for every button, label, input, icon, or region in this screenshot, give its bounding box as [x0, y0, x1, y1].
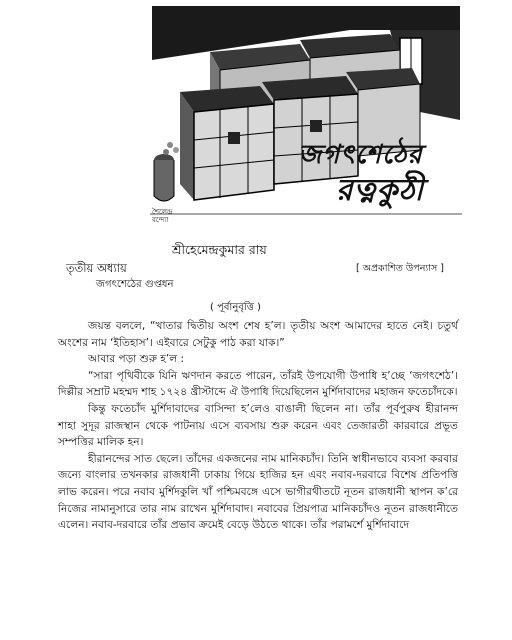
chapter-heading: তৃতীয় অধ্যায় — [66, 261, 127, 275]
paragraph-3: “সারা পৃথিবীকে যিনি ঋণদান করতে পারেন, তাঁরই উপযোগী উপাধি হ’চ্ছে ‘জগৎশেঠ’। দিল্লীর সম্রাট মহম্মদ শাহ ১৭২৪ খ্রীস্টাব্দে ঐ উপাধি দিয়েছিলেন মুর্শিদাবাদের মহাজন ফতেচাঁদকে। — [58, 369, 458, 399]
story-body — [58, 318, 458, 534]
chapter-subtitle: জগৎশেঠের গুপ্তধন — [96, 279, 174, 290]
story-title-art — [290, 132, 460, 212]
title-line-2: রত্নকুঠী — [336, 173, 425, 208]
paragraph-4: কিন্তু ফতেচাঁদ মুর্শিদাবাদের বাসিন্দা হ’লেও বাঙালী ছিলেন না। তাঁর পূর্বপুরুষ হীরানন্দ শাহা সুদূর রাজস্থান থেকে পাটনায় এসে ব্যবসায় শুরু করেন এবং তেজারতী কারবারে প্রভূত সম্পত্তির মালিক হন। — [58, 402, 458, 449]
paragraph-2: আবার পড়া শুরু হ’ল : — [88, 353, 185, 366]
artist-signature: শৈলেন্দ্র বন্দ্যো — [152, 208, 173, 224]
paragraph-5: হীরানন্দের সাত ছেলে। তাঁদের একজনের নাম মানিকচাঁদ। তিনি স্বাধীনভাবে ব্যবসা করবার জন্যে বাংলার তখনকার রাজধানী ঢাকায় গিয়ে হাজির হন এবং নবাব-দরবারে বিশেষ প্রতিপত্তি লাভ করেন। পরে নবাব মুর্শিদকুলি খাঁ পশ্চিমবঙ্গে এসে ভাগীরথীতটে নূতন রাজধানী স্থাপন ক’রে নিজের নামানুসারে তার নাম রাখেন মুর্শিদাবাদ। নবাবের প্রিয়পাত্র মানিকচাঁদও নূতন রাজধানীতে এলেন। নবাব-দরবারে তাঁর প্রভাব ক্রমেই বেড়ে উঠতে থাকে। তাঁর পরামর্শে মুর্শিদাবাদে — [58, 452, 458, 532]
unpublished-novel-tag: [ অপ্রকাশিত উপন্যাস ] — [356, 263, 444, 274]
title-line-1: জগৎশেঠের — [298, 140, 423, 170]
continued-note: ( পূর্বানুবৃত্তি ) — [210, 302, 261, 313]
paragraph-1: জয়ন্ত বললে, “খাতার দ্বিতীয় অংশ শেষ হ’ল। তৃতীয় অংশ আমাদের হাতে নেই। চতুর্থ অংশের নাম ‘ইতিহাস’। এইবারে সেটুকু পাঠ করা যাক।” — [58, 320, 458, 349]
author-name: শ্রীহেমেন্দ্রকুমার রায় — [172, 242, 267, 257]
